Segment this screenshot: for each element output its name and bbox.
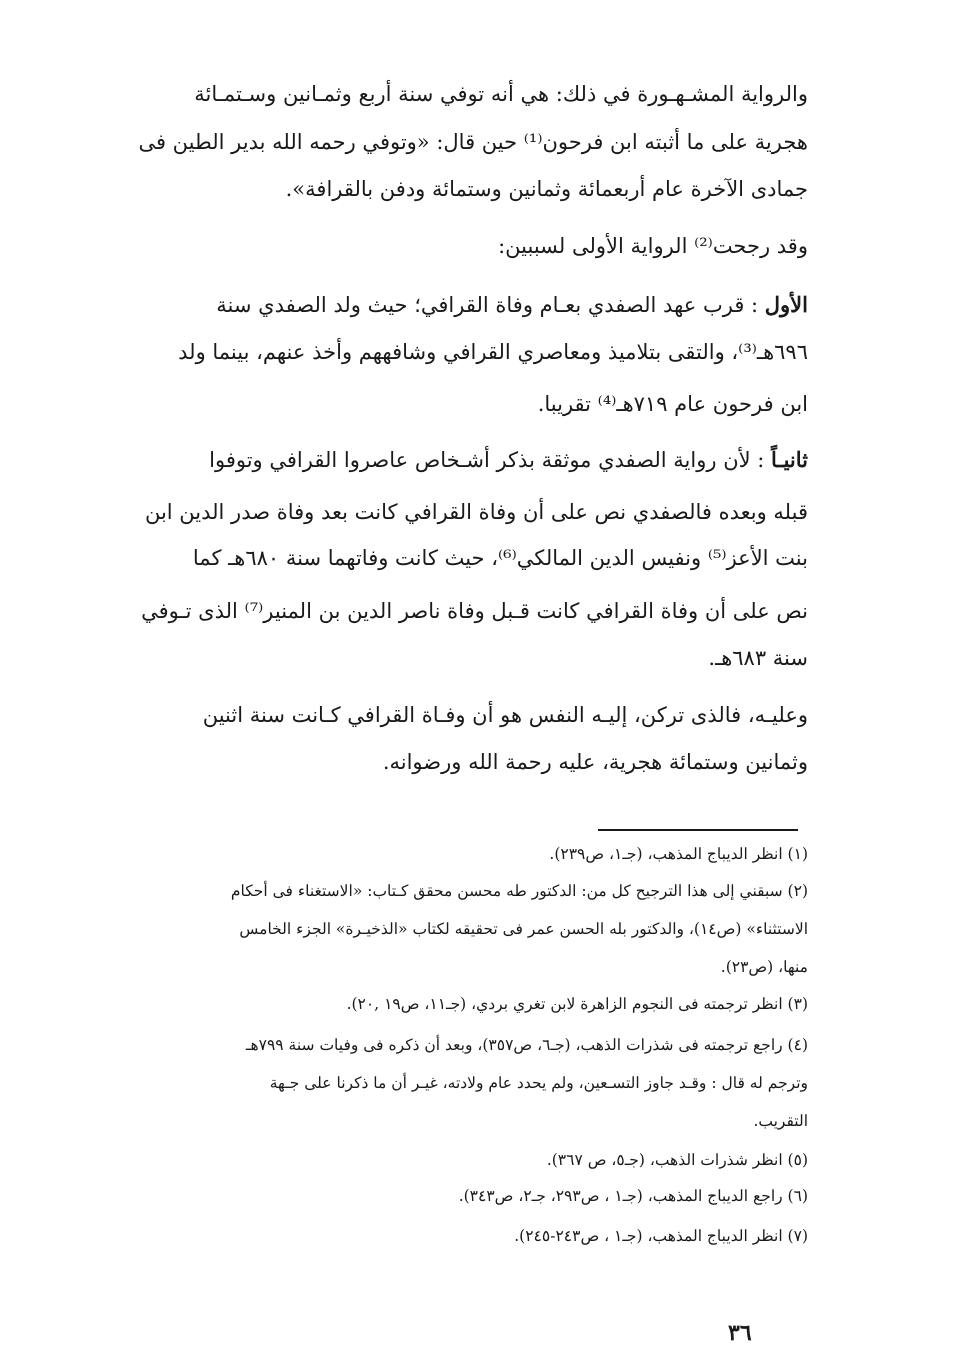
footnote-3: (٣) انظر ترجمته فى النجوم الزاهرة لابن تغري بردي، (جـ١١، ص١٩ ,٢٠). [346,995,808,1013]
body-line-8-text: : لأن رواية الصفدي موثقة بذكر أشـخاص عاصروا القرافي وتوفوا [209,448,772,472]
body-line-13: وعليـه، فالذى تركن، إليـه النفس هو أن وفـاة القرافي كـانت سنة اثنين [202,703,808,727]
body-line-12: سنة ٦٨٣هـ. [708,646,808,670]
footnote-4-cont-2: التقريب. [753,1112,808,1130]
body-line-10: بنت الأعز⁽⁵⁾ ونفيس الدين المالكي⁽⁶⁾، حيث كانت وفاتهما سنة ٦٨٠هـ كما [192,546,808,570]
footnote-4-cont-1: وترجم له قال : وقـد جاوز التسـعين، ولم يحدد عام ولادته، غيـر أن ما ذكرنا على جـهة [269,1074,808,1092]
footnote-5: (٥) انظر شذرات الذهب، (جـ٥، ص ٣٦٧). [546,1151,808,1169]
footnote-2-cont-2: منها، (ص٢٣). [720,958,808,976]
body-line-9: قبله وبعده فالصفدي نص على أن وفاة القرافي كانت بعد وفاة صدر الدين ابن [144,500,808,524]
body-line-5-text: : قرب عهد الصفدي بعـام وفاة القرافي؛ حيث ولد الصفدي سنة [216,293,765,317]
body-line-14: وثمانين وستمائة هجرية، عليه رحمة الله ورضوانه. [382,750,808,774]
footnote-7: (٧) انظر الديباج المذهب، (جـ١ ، ص٢٤٣-٢٤٥). [514,1227,808,1245]
body-line-2: هجرية على ما أثبته ابن فرحون⁽¹⁾ حين قال: «وتوفي رحمه الله بدير الطين فى [138,130,808,154]
body-line-3: جمادى الآخرة عام أربعمائة وثمانين وستمائة ودفن بالقرافة». [285,177,808,201]
footnote-1: (١) انظر الديباج المذهب، (جـ١، ص٢٣٩). [549,845,808,863]
footnote-6: (٦) راجع الديباج المذهب، (جـ١ ، ص٢٩٣، جـ٢، ص٣٤٣). [458,1187,808,1205]
body-line-5 [216,294,808,316]
bold-lead-second: ثانيـاً [771,447,808,472]
page-number: ٣٦ [728,1320,752,1346]
body-line-7: ابن فرحون عام ٧١٩هـ⁽⁴⁾ تقريبا. [537,392,808,416]
footnote-2-cont-1: الاستثناء» (ص١٤)، والدكتور بله الحسن عمر فى تحقيقه لكتاب «الذخيـرة» الجزء الخامس [239,920,808,938]
footnote-4: (٤) راجع ترجمته فى شذرات الذهب، (جـ٦، ص٣٥٧)، وبعد أن ذكره فى وفيات سنة ٧٩٩هـ [245,1036,808,1054]
footnote-separator [598,829,798,831]
body-line-8 [209,449,808,471]
footnote-2: (٢) سبقني إلى هذا الترجيح كل من: الدكتور طه محسن محقق كـتاب: «الاستغناء فى أحكام [230,882,808,900]
body-line-6: ٦٩٦هـ⁽³⁾، والتقى بتلاميذ ومعاصري القرافي وشافههم وأخذ عنهم، بينما ولد [178,340,808,364]
body-line-1: والرواية المشـهـورة في ذلك: هي أنه توفي سنة أربع وثمـانين وسـتمـائة [194,82,808,106]
body-line-4: وقد رجحت⁽²⁾ الرواية الأولى لسببين: [498,234,808,258]
body-line-11: نص على أن وفاة القرافي كانت قـبل وفاة ناصر الدين بن المنير⁽⁷⁾ الذى تـوفي [141,599,808,623]
bold-lead-first: الأول [764,292,808,317]
